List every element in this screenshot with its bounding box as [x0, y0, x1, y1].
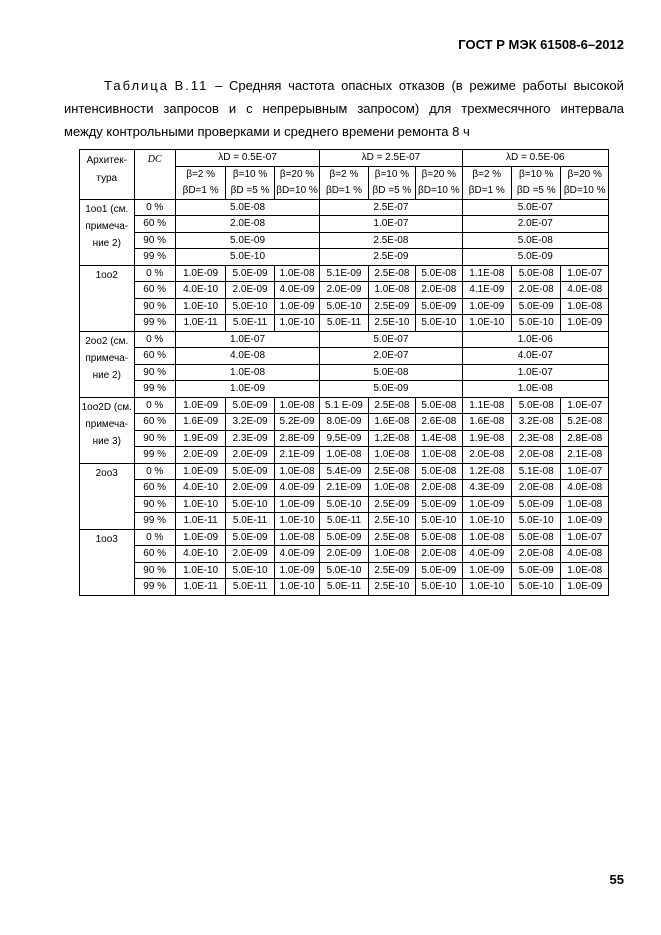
value-cell: 2.0E-08 — [175, 216, 319, 233]
value-cell: 2.8E-09 — [274, 430, 319, 447]
value-cell: 4.1E-09 — [462, 282, 511, 299]
value-cell: 1.0E-11 — [175, 315, 225, 332]
value-cell: 1.0E-08 — [274, 529, 319, 546]
value-cell: 5.0E-09 — [512, 562, 561, 579]
table-row — [80, 249, 609, 266]
value-cell: 4.0E-10 — [175, 480, 225, 497]
value-cell: 5.0E-10 — [320, 562, 368, 579]
value-cell: 2.5E-10 — [368, 579, 415, 596]
value-cell: 5.0E-08 — [512, 265, 561, 282]
column-header-beta — [462, 166, 511, 199]
value-cell: 5.0E-07 — [320, 331, 462, 348]
beta-label: βD=10 % — [418, 184, 460, 196]
value-cell: 2.5E-07 — [320, 199, 462, 216]
caption-word: непрерывным — [262, 101, 348, 116]
table-row — [80, 463, 609, 480]
value-cell: 1.0E-10 — [274, 513, 319, 530]
value-cell: 5.2E-08 — [561, 414, 609, 431]
beta-label: β=20 % — [279, 168, 315, 180]
value-cell: 2.0E-08 — [462, 447, 511, 464]
value-cell: 5.0E-09 — [416, 562, 462, 579]
value-cell: 5.0E-10 — [226, 562, 274, 579]
caption-word: (в — [451, 78, 463, 93]
value-cell: 5.0E-08 — [320, 364, 462, 381]
value-cell: 1.0E-06 — [462, 331, 608, 348]
caption-word: для — [429, 101, 452, 116]
caption-line-3 — [64, 120, 624, 143]
value-cell: 5.0E-11 — [226, 513, 274, 530]
dc-cell: 90 % — [134, 562, 175, 579]
value-cell: 1.0E-07 — [561, 463, 609, 480]
caption-line-1 — [64, 74, 624, 97]
value-cell: 5.0E-10 — [512, 315, 561, 332]
value-cell: 5.0E-08 — [416, 265, 462, 282]
beta-label: β=10 % — [232, 168, 268, 180]
value-cell: 1.0E-09 — [462, 562, 511, 579]
value-cell: 2.0E-09 — [226, 480, 274, 497]
value-cell: 1.0E-08 — [320, 447, 368, 464]
value-cell: 1.0E-10 — [175, 298, 225, 315]
value-cell: 3.2E-08 — [512, 414, 561, 431]
value-cell: 1.0E-08 — [368, 282, 415, 299]
table-row — [80, 348, 609, 365]
caption-line-2 — [64, 97, 624, 120]
dc-cell: 90 % — [134, 364, 175, 381]
value-cell: 1.0E-10 — [462, 513, 511, 530]
value-cell: 1.2E-08 — [368, 430, 415, 447]
value-cell: 1.0E-10 — [175, 562, 225, 579]
architecture-label: 1oo3 — [95, 533, 118, 545]
value-cell: 2.0E-09 — [320, 546, 368, 563]
column-group-header: λD = 2.5E-07 — [320, 150, 462, 167]
value-cell: 2.0E-08 — [416, 282, 462, 299]
value-cell: 1.0E-08 — [368, 447, 415, 464]
value-cell: 2.5E-09 — [368, 562, 415, 579]
beta-label: β=20 % — [567, 168, 602, 180]
value-cell: 1.0E-08 — [175, 364, 319, 381]
dc-cell: 60 % — [134, 480, 175, 497]
table-row — [80, 529, 609, 546]
table-row — [80, 496, 609, 513]
dc-cell: 90 % — [134, 430, 175, 447]
beta-label: βD=10 % — [563, 184, 606, 196]
table-body — [80, 199, 609, 595]
value-cell: 2.0E-09 — [320, 282, 368, 299]
value-cell: 5.0E-10 — [512, 579, 561, 596]
value-cell: 2.5E-08 — [368, 265, 415, 282]
column-header-beta — [512, 166, 561, 199]
value-cell: 5.0E-07 — [462, 199, 608, 216]
value-cell: 5.0E-08 — [416, 397, 462, 414]
table-row — [80, 397, 609, 414]
value-cell: 1.0E-07 — [561, 397, 609, 414]
value-cell: 1.0E-08 — [561, 562, 609, 579]
value-cell: 2.5E-09 — [368, 496, 415, 513]
value-cell: 5.0E-11 — [320, 579, 368, 596]
beta-label: βD =5 % — [516, 184, 556, 196]
value-cell: 5.0E-11 — [226, 315, 274, 332]
dc-cell: 90 % — [134, 496, 175, 513]
page-number: 55 — [609, 872, 624, 887]
value-cell: 1.0E-10 — [274, 579, 319, 596]
value-cell: 5.1E-09 — [320, 265, 368, 282]
value-cell: 5.0E-10 — [175, 249, 319, 266]
value-cell: 2.1E-09 — [320, 480, 368, 497]
dc-cell: 99 % — [134, 381, 175, 398]
value-cell: 1.0E-09 — [462, 496, 511, 513]
value-cell: 1.0E-08 — [462, 529, 511, 546]
value-cell: 4.0E-08 — [561, 546, 609, 563]
column-header-beta — [561, 166, 609, 199]
value-cell: 5.0E-10 — [320, 298, 368, 315]
value-cell: 2.3E-08 — [512, 430, 561, 447]
value-cell: 2.5E-08 — [368, 463, 415, 480]
value-cell: 5.2E-09 — [274, 414, 319, 431]
value-cell: 1.0E-09 — [462, 298, 511, 315]
value-cell: 1.2E-08 — [462, 463, 511, 480]
dc-cell: 99 % — [134, 447, 175, 464]
beta-label: βD=1 % — [182, 184, 219, 196]
caption-text: между контрольными проверками и среднего времени ремонта 8 ч — [64, 124, 470, 139]
value-cell: 5.0E-10 — [512, 513, 561, 530]
value-cell: 1.0E-10 — [462, 579, 511, 596]
value-cell: 1.9E-08 — [462, 430, 511, 447]
value-cell: 5.0E-08 — [512, 397, 561, 414]
value-cell: 2.1E-08 — [561, 447, 609, 464]
value-cell: 5.0E-09 — [226, 265, 274, 282]
value-cell: 4.0E-10 — [175, 282, 225, 299]
value-cell: 2.5E-10 — [368, 513, 415, 530]
header-row-groups — [80, 150, 609, 167]
caption-word: Средняя — [229, 78, 282, 93]
value-cell: 1.0E-09 — [561, 513, 609, 530]
value-cell: 1.6E-08 — [368, 414, 415, 431]
value-cell: 4.0E-08 — [561, 480, 609, 497]
beta-label: βD=1 % — [325, 184, 362, 196]
architecture-cell — [80, 463, 135, 529]
table-row — [80, 430, 609, 447]
column-header-beta — [320, 166, 368, 199]
value-cell: 2.3E-09 — [226, 430, 274, 447]
value-cell: 5.0E-09 — [416, 298, 462, 315]
dc-cell: 0 % — [134, 199, 175, 216]
dc-label: DC — [147, 154, 162, 165]
table-row — [80, 315, 609, 332]
table-row — [80, 447, 609, 464]
caption-word: запросом) — [357, 101, 420, 116]
column-group-header: λD = 0.5E-07 — [175, 150, 319, 167]
value-cell: 1.0E-07 — [561, 529, 609, 546]
value-cell: 4.0E-09 — [274, 282, 319, 299]
caption-word: Таблица В.11 — [104, 78, 209, 93]
value-cell: 4.0E-09 — [462, 546, 511, 563]
value-cell: 1.0E-08 — [462, 381, 608, 398]
table-row — [80, 232, 609, 249]
dc-cell: 0 % — [134, 397, 175, 414]
value-cell: 1.0E-07 — [561, 265, 609, 282]
value-cell: 2.5E-08 — [320, 232, 462, 249]
value-cell: 1.0E-08 — [368, 480, 415, 497]
caption-word: интервала — [560, 101, 624, 116]
caption-word: – — [215, 78, 223, 93]
dc-cell: 0 % — [134, 331, 175, 348]
dc-cell: 60 % — [134, 282, 175, 299]
beta-label: β=10 % — [374, 168, 410, 180]
caption-word: и — [228, 101, 237, 116]
column-header-architecture: Архитек-тура — [80, 150, 135, 200]
caption-word: отказов — [398, 78, 445, 93]
value-cell: 2.5E-09 — [320, 249, 462, 266]
value-cell: 2.8E-08 — [561, 430, 609, 447]
column-group-header: λD = 0.5E-06 — [462, 150, 608, 167]
value-cell: 5.0E-10 — [416, 579, 462, 596]
value-cell: 5.0E-09 — [320, 529, 368, 546]
table-row — [80, 364, 609, 381]
caption-word: высокой — [573, 78, 624, 93]
caption-word: частота — [288, 78, 335, 93]
value-cell: 1.9E-09 — [175, 430, 225, 447]
value-cell: 5.0E-09 — [226, 463, 274, 480]
value-cell: 5.0E-09 — [462, 249, 608, 266]
value-cell: 1.0E-10 — [462, 315, 511, 332]
table-row — [80, 546, 609, 563]
table-row — [80, 381, 609, 398]
value-cell: 4.0E-08 — [561, 282, 609, 299]
beta-label: βD =5 % — [372, 184, 412, 196]
dc-cell: 99 % — [134, 579, 175, 596]
value-cell: 2.0E-08 — [512, 546, 561, 563]
column-header-beta — [175, 166, 225, 199]
column-header-dc — [134, 150, 175, 200]
architecture-label: 1oo2D (см. примеча-ние 3) — [81, 401, 132, 447]
table-row — [80, 331, 609, 348]
value-cell: 5.4E-09 — [320, 463, 368, 480]
value-cell: 2.0E-08 — [416, 480, 462, 497]
value-cell: 1.0E-08 — [561, 298, 609, 315]
architecture-cell — [80, 199, 135, 265]
value-cell: 5.0E-09 — [320, 381, 462, 398]
column-header-beta — [368, 166, 415, 199]
value-cell: 1.0E-09 — [175, 265, 225, 282]
value-cell: 1.0E-11 — [175, 579, 225, 596]
value-cell: 1.0E-09 — [175, 529, 225, 546]
value-cell: 1.0E-09 — [561, 579, 609, 596]
value-cell: 1.0E-08 — [274, 397, 319, 414]
value-cell: 4.0E-09 — [274, 546, 319, 563]
value-cell: 5.0E-10 — [320, 496, 368, 513]
failure-frequency-table — [79, 149, 609, 596]
beta-label: β=20 % — [421, 168, 457, 180]
table-row — [80, 480, 609, 497]
value-cell: 2.0E-09 — [226, 447, 274, 464]
value-cell: 1.0E-09 — [274, 496, 319, 513]
value-cell: 1.0E-07 — [462, 364, 608, 381]
value-cell: 4.0E-07 — [462, 348, 608, 365]
value-cell: 1.0E-08 — [368, 546, 415, 563]
value-cell: 5.0E-10 — [226, 496, 274, 513]
value-cell: 1.0E-11 — [175, 513, 225, 530]
value-cell: 5.0E-08 — [175, 199, 319, 216]
value-cell: 5.0E-09 — [226, 397, 274, 414]
value-cell: 4.0E-10 — [175, 546, 225, 563]
value-cell: 1.6E-08 — [462, 414, 511, 431]
value-cell: 1.0E-08 — [274, 463, 319, 480]
dc-cell: 0 % — [134, 265, 175, 282]
architecture-cell — [80, 397, 135, 463]
value-cell: 2.0E-08 — [416, 546, 462, 563]
value-cell: 1.0E-07 — [320, 216, 462, 233]
beta-label: βD =5 % — [230, 184, 270, 196]
beta-label: βD=10 % — [276, 184, 318, 196]
value-cell: 5.0E-09 — [416, 496, 462, 513]
architecture-cell — [80, 529, 135, 595]
value-cell: 1.1E-08 — [462, 265, 511, 282]
dc-cell: 60 % — [134, 348, 175, 365]
table-row — [80, 282, 609, 299]
caption-word: работы — [522, 78, 567, 93]
value-cell: 9.5E-09 — [320, 430, 368, 447]
value-cell: 1.0E-09 — [175, 397, 225, 414]
caption-word: интенсивности — [64, 101, 154, 116]
column-header-beta — [274, 166, 319, 199]
architecture-label: 1oo2 — [95, 269, 118, 281]
value-cell: 1.0E-08 — [416, 447, 462, 464]
value-cell: 1.1E-08 — [462, 397, 511, 414]
value-cell: 2.6E-08 — [416, 414, 462, 431]
value-cell: 2.0E-07 — [462, 216, 608, 233]
value-cell: 1.0E-09 — [274, 298, 319, 315]
table-row — [80, 298, 609, 315]
value-cell: 2.0E-07 — [320, 348, 462, 365]
architecture-label: 1oo1 (см. примеча-ние 2) — [85, 203, 129, 249]
dc-cell: 60 % — [134, 414, 175, 431]
dc-cell: 60 % — [134, 546, 175, 563]
value-cell: 5.0E-08 — [462, 232, 608, 249]
dc-cell: 60 % — [134, 216, 175, 233]
value-cell: 2.5E-10 — [368, 315, 415, 332]
value-cell: 5.0E-09 — [175, 232, 319, 249]
beta-label: β=2 % — [472, 168, 502, 180]
value-cell: 1.0E-07 — [175, 331, 319, 348]
dc-cell: 0 % — [134, 463, 175, 480]
value-cell: 1.0E-09 — [274, 562, 319, 579]
value-cell: 8.0E-09 — [320, 414, 368, 431]
value-cell: 5.0E-11 — [226, 579, 274, 596]
table-row — [80, 216, 609, 233]
caption-word: режиме — [469, 78, 516, 93]
value-cell: 2.0E-09 — [226, 282, 274, 299]
value-cell: 2.0E-08 — [512, 282, 561, 299]
value-cell: 2.5E-08 — [368, 529, 415, 546]
value-cell: 4.3E-09 — [462, 480, 511, 497]
table-row — [80, 265, 609, 282]
table-row — [80, 562, 609, 579]
architecture-cell — [80, 265, 135, 331]
value-cell: 5.0E-10 — [226, 298, 274, 315]
caption-word: с — [246, 101, 253, 116]
dc-cell: 0 % — [134, 529, 175, 546]
value-cell: 2.0E-09 — [175, 447, 225, 464]
value-cell: 2.5E-08 — [368, 397, 415, 414]
caption-word: запросов — [163, 101, 219, 116]
value-cell: 1.0E-09 — [175, 463, 225, 480]
beta-label: β=2 % — [186, 168, 216, 180]
dc-cell: 99 % — [134, 315, 175, 332]
column-header-beta — [226, 166, 274, 199]
table-row — [80, 513, 609, 530]
value-cell: 1.4E-08 — [416, 430, 462, 447]
caption-word: опасных — [341, 78, 393, 93]
value-cell: 5.0E-10 — [416, 315, 462, 332]
table-row — [80, 414, 609, 431]
value-cell: 3.2E-09 — [226, 414, 274, 431]
value-cell: 5.0E-11 — [320, 513, 368, 530]
dc-cell: 99 % — [134, 249, 175, 266]
value-cell: 1.0E-08 — [274, 265, 319, 282]
beta-label: β=2 % — [329, 168, 359, 180]
value-cell: 4.0E-08 — [175, 348, 319, 365]
value-cell: 2.5E-09 — [368, 298, 415, 315]
value-cell: 1.0E-10 — [274, 315, 319, 332]
value-cell: 5.0E-11 — [320, 315, 368, 332]
value-cell: 2.1E-09 — [274, 447, 319, 464]
column-header-beta — [416, 166, 462, 199]
table-caption — [64, 74, 624, 143]
value-cell: 2.0E-08 — [512, 447, 561, 464]
value-cell: 5.0E-09 — [226, 529, 274, 546]
beta-label: β=10 % — [519, 168, 554, 180]
value-cell: 2.0E-09 — [226, 546, 274, 563]
value-cell: 5.1E-08 — [512, 463, 561, 480]
table-row — [80, 199, 609, 216]
value-cell: 5.0E-08 — [512, 529, 561, 546]
beta-label: βD=1 % — [468, 184, 505, 196]
value-cell: 1.6E-09 — [175, 414, 225, 431]
dc-cell: 99 % — [134, 513, 175, 530]
value-cell: 5.0E-09 — [512, 496, 561, 513]
value-cell: 5.0E-08 — [416, 529, 462, 546]
value-cell: 1.0E-08 — [561, 496, 609, 513]
value-cell: 4.0E-09 — [274, 480, 319, 497]
dc-cell: 90 % — [134, 298, 175, 315]
dc-cell: 90 % — [134, 232, 175, 249]
caption-word: трехмесячного — [461, 101, 551, 116]
value-cell: 1.0E-09 — [175, 381, 319, 398]
table-row — [80, 579, 609, 596]
value-cell: 2.0E-08 — [512, 480, 561, 497]
architecture-label: 2oo3 — [95, 467, 118, 479]
value-cell: 1.0E-10 — [175, 496, 225, 513]
architecture-label: 2oo2 (см. примеча-ние 2) — [85, 335, 129, 381]
value-cell: 5.0E-08 — [416, 463, 462, 480]
architecture-cell — [80, 331, 135, 397]
value-cell: 5.0E-09 — [512, 298, 561, 315]
value-cell: 1.0E-09 — [561, 315, 609, 332]
value-cell: 5.0E-10 — [416, 513, 462, 530]
value-cell: 5.1 E-09 — [320, 397, 368, 414]
document-id: ГОСТ Р МЭК 61508-6–2012 — [458, 37, 624, 52]
